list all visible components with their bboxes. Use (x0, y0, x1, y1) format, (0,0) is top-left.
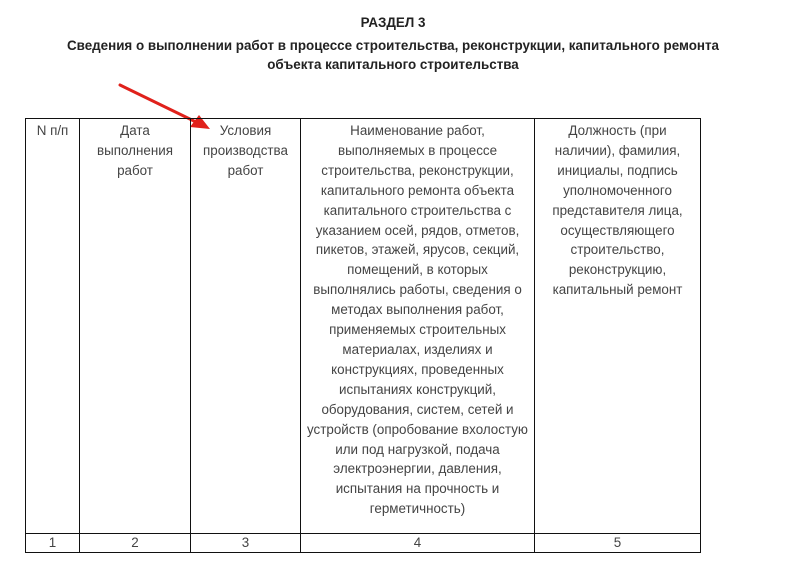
header-cell-conditions: Условия производства работ (191, 119, 301, 534)
header-cell-works: Наименование работ, выполняемых в процессе строительства, реконструкции, капитального ремонта объекта капитального строительства с указанием осей, рядов, отметов, пикетов, этажей, ярусов, секций, помещений, в которых выполнялись работы, сведения о методах выполнения работ, применяемых строительных материалах, изделиях и конструкциях, проведенных испытаниях конструкций, оборудования, систем, сетей и устройств (опробование вхолостую или под нагрузкой, подача электроэнергии, давления, испытания на прочность и герметичность) (301, 119, 535, 534)
header-cell-date: Дата выполнения работ (80, 119, 191, 534)
header-cell-representative: Должность (при наличии), фамилия, инициалы, подпись уполномоченного представителя лица, осуществляющего строительство, реконструкцию, капитальный ремонт (535, 119, 701, 534)
column-number: 1 (26, 534, 80, 553)
section-subtitle (0, 36, 786, 74)
header-cell-number: N п/п (26, 119, 80, 534)
section-subtitle-line-2: объекта капитального строительства (267, 57, 519, 72)
column-number: 3 (191, 534, 301, 553)
column-number: 5 (535, 534, 701, 553)
header-row (26, 119, 701, 534)
section-title: РАЗДЕЛ 3 (360, 15, 426, 30)
column-number-row (26, 534, 701, 553)
arrow-shaft (120, 85, 196, 122)
works-table (25, 118, 701, 553)
column-number: 4 (301, 534, 535, 553)
section-subtitle-line-1: Сведения о выполнении работ в процессе строительства, реконструкции, капитального ремонта (66, 38, 719, 53)
column-number: 2 (80, 534, 191, 553)
